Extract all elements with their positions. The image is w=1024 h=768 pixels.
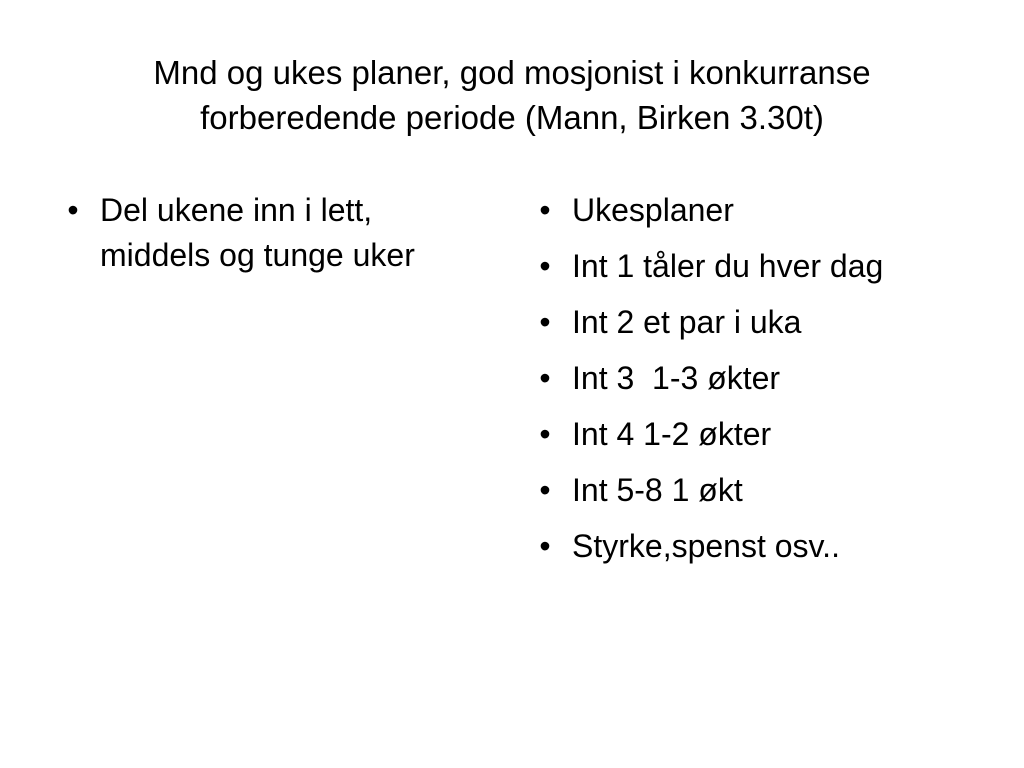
left-bullet-text: Del ukene inn i lett, middels og tunge uker <box>100 192 415 273</box>
bullet-icon: • <box>539 192 551 228</box>
right-bullet-item <box>530 412 1010 457</box>
right-bullet-item <box>530 468 1010 513</box>
bullet-icon: • <box>539 528 551 564</box>
right-bullet-text: Styrke,spenst osv.. <box>572 528 840 564</box>
right-bullet-text: Ukesplaner <box>572 192 734 228</box>
right-bullet-item <box>530 300 1010 345</box>
bullet-icon: • <box>539 248 551 284</box>
right-bullet-text: Int 2 et par i uka <box>572 304 802 340</box>
slide-title <box>0 50 1024 140</box>
slide-title-line-1: Mnd og ukes planer, god mosjonist i konkurranse <box>153 54 871 91</box>
right-bullet-item <box>530 524 1010 569</box>
bullet-icon: • <box>539 472 551 508</box>
bullet-icon: • <box>539 304 551 340</box>
right-content-column <box>530 188 1010 580</box>
right-bullet-text: Int 1 tåler du hver dag <box>572 248 884 284</box>
left-bullet-list <box>58 188 458 278</box>
right-bullet-text: Int 3 1-3 økter <box>572 360 781 396</box>
bullet-icon: • <box>67 192 79 228</box>
right-bullet-item <box>530 356 1010 401</box>
slide-title-line-2: forberedende periode (Mann, Birken 3.30t) <box>200 99 824 136</box>
left-content-column <box>58 188 458 278</box>
right-bullet-text: Int 4 1-2 økter <box>572 416 772 452</box>
right-bullet-item <box>530 188 1010 233</box>
left-bullet-item <box>58 188 458 278</box>
bullet-icon: • <box>539 360 551 396</box>
right-bullet-text: Int 5-8 1 økt <box>572 472 743 508</box>
bullet-icon: • <box>539 416 551 452</box>
right-bullet-item <box>530 244 1010 289</box>
right-bullet-list <box>530 188 1010 569</box>
